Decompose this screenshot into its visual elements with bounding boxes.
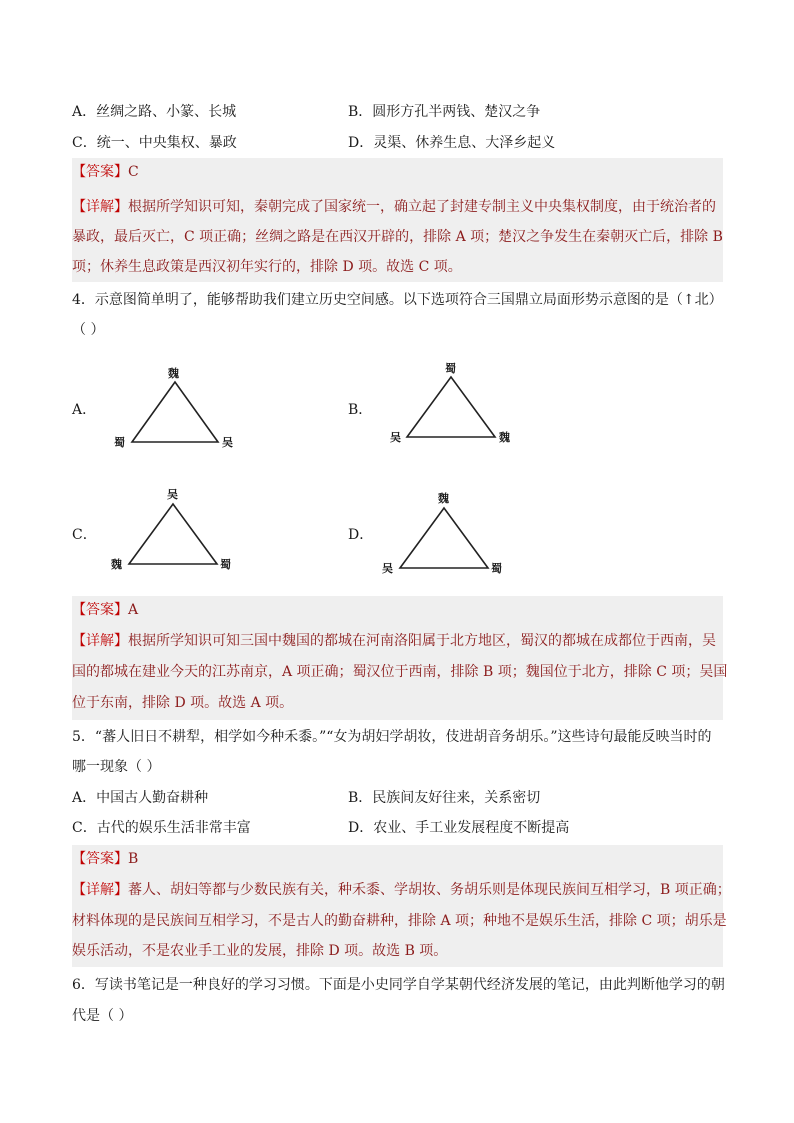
q4-option-a-letter: A． (72, 402, 97, 418)
answer-tag: 【答案】 (72, 164, 128, 180)
q5-detail-line-3: 娱乐活动，不是农业手工业的发展，排除 D 项。故选 B 项。 (72, 943, 448, 959)
q4-answer-row (72, 600, 138, 620)
q4-detail-line-3: 位于东南，排除 D 项。故选 A 项。 (72, 695, 294, 711)
q3-answer-block (72, 158, 723, 282)
q3-option-b: B．圆形方孔半两钱、楚汉之争 (348, 104, 541, 120)
q4-option-b-triangle (405, 375, 497, 439)
q5-detail-line-2: 材料体现的是民族间互相学习，不是古人的勤奋耕种，排除 A 项；种地不是娱乐生活，排除 C 项；胡乐是 (72, 913, 727, 929)
q3-option-d: D．灵渠、休养生息、大泽乡起义 (348, 135, 556, 151)
q4-b-top-label: 蜀 (445, 362, 456, 375)
q4-option-c-letter: C． (72, 527, 97, 543)
detail-text: 根据所学知识可知三国中魏国的都城在河南洛阳属于北方地区，蜀汉的都城在成都位于西南，吴 (128, 633, 716, 649)
q3-option-a: A．丝绸之路、小篆、长城 (72, 104, 237, 120)
answer-tag: 【答案】 (72, 602, 128, 618)
q4-c-top-label: 吴 (167, 488, 178, 501)
answer-tag: 【答案】 (72, 851, 128, 867)
detail-tag: 【详解】 (72, 882, 128, 898)
q4-d-top-label: 魏 (438, 492, 449, 505)
q4-a-top-label: 魏 (168, 367, 179, 380)
q5-option-c: C．古代的娱乐生活非常丰富 (72, 820, 251, 836)
q5-answer-block (72, 845, 731, 967)
q4-detail-line-1 (72, 631, 716, 651)
q5-answer-row (72, 849, 138, 869)
q5-option-a: A．中国古人勤奋耕种 (72, 790, 209, 806)
q4-c-left-label: 魏 (111, 558, 122, 571)
q6-stem-line-2: 代是（ ） (72, 1008, 133, 1024)
answer-value: B (128, 851, 139, 867)
q4-option-d-triangle (398, 506, 490, 570)
q3-detail-line-2: 暴政，最后灭亡，C 项正确；丝绸之路是在西汉开辟的，排除 A 项；楚汉之争发生在秦朝灭亡后，排除 B (72, 229, 723, 245)
answer-value: C (128, 164, 139, 180)
q5-detail-line-1 (72, 880, 731, 900)
detail-text: 根据所学知识可知，秦朝完成了国家统一，确立起了封建专制主义中央集权制度，由于统治者的 (128, 199, 716, 215)
q5-stem-line-1: 5．“蕃人旧日不耕犁，相学如今种禾黍。”“女为胡妇学胡妆，伎进胡音务胡乐。”这些诗句最能反映当时的 (72, 729, 712, 745)
q4-option-c-triangle (127, 502, 219, 566)
q4-option-d-letter: D． (348, 527, 374, 543)
q5-option-d: D．农业、手工业发展程度不断提高 (348, 820, 570, 836)
q3-option-c: C．统一、中央集权、暴政 (72, 135, 237, 151)
q6-stem-line-1: 6．写读书笔记是一种良好的学习习惯。下面是小史同学自学某朝代经济发展的笔记，由此判断他学习的朝 (72, 977, 725, 993)
detail-tag: 【详解】 (72, 199, 128, 215)
q4-stem-line-1: 4．示意图简单明了，能够帮助我们建立历史空间感。以下选项符合三国鼎立局面形势示意图的是（↑北） (72, 292, 723, 308)
q4-a-left-label: 蜀 (114, 436, 125, 449)
q4-option-a-triangle (130, 380, 220, 444)
q4-detail-line-2: 国的都城在建业今天的江苏南京，A 项正确；蜀汉位于西南，排除 B 项；魏国位于北方，排除 C 项；吴国 (72, 664, 728, 680)
q5-option-b: B．民族间友好往来，关系密切 (348, 790, 541, 806)
q5-stem-line-2: 哪一现象（ ） (72, 759, 161, 775)
q4-stem-line-2: （ ） (72, 322, 105, 338)
q4-c-right-label: 蜀 (220, 558, 231, 571)
answer-value: A (128, 602, 139, 618)
q4-d-left-label: 吴 (382, 562, 393, 575)
q4-a-right-label: 吴 (222, 436, 233, 449)
detail-text: 蕃人、胡妇等都与少数民族有关，种禾黍、学胡妆、务胡乐则是体现民族间互相学习，B 项正确； (128, 882, 731, 898)
q3-detail-line-3: 项；休养生息政策是西汉初年实行的，排除 D 项。故选 C 项。 (72, 259, 462, 275)
detail-tag: 【详解】 (72, 633, 128, 649)
q4-b-right-label: 魏 (499, 431, 510, 444)
q4-b-left-label: 吴 (390, 431, 401, 444)
q3-answer-row (72, 162, 139, 182)
q4-d-right-label: 蜀 (491, 562, 502, 575)
q4-option-b-letter: B． (348, 402, 373, 418)
q3-detail-line-1 (72, 197, 716, 217)
q4-answer-block (72, 596, 728, 720)
